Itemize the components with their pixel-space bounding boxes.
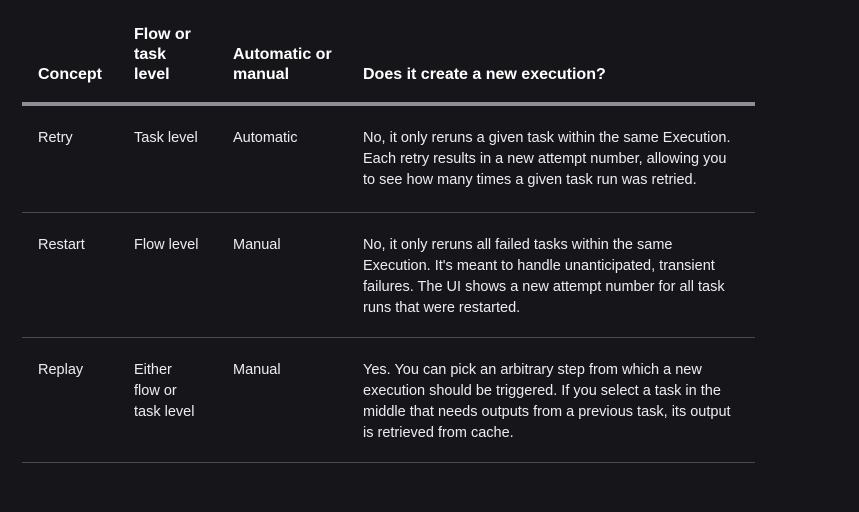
cell-mode: Manual — [233, 362, 281, 378]
cell-execution: Yes. You can pick an arbitrary step from which a new execution should be triggered. If you select a task in the middle that needs outputs from a previous task, its output is retrieved from cache. — [363, 362, 731, 441]
header-flow-or-task-level: Flow or task level — [134, 26, 191, 83]
table-row — [22, 338, 755, 463]
header-automatic-or-manual: Automatic or manual — [233, 46, 332, 83]
table-row — [22, 213, 755, 338]
cell-execution: No, it only reruns a given task within the same Execution. Each retry results in a new attempt number, allowing you to see how many times a given task run was retried. — [363, 130, 731, 188]
header-new-execution: Does it create a new execution? — [363, 66, 606, 83]
cell-level: Flow level — [134, 237, 199, 253]
cell-level: Either flow or task level — [134, 362, 195, 420]
header-concept: Concept — [38, 66, 102, 83]
cell-level: Task level — [134, 130, 198, 146]
cell-mode: Automatic — [233, 130, 298, 146]
table-row — [22, 106, 755, 213]
table-header — [22, 0, 755, 106]
comparison-table — [22, 0, 755, 463]
cell-concept: Retry — [38, 130, 73, 146]
cell-execution: No, it only reruns all failed tasks within the same Execution. It's meant to handle unanticipated, transient failures. The UI shows a new attempt number for all task runs that were restarted. — [363, 237, 725, 316]
cell-concept: Restart — [38, 237, 85, 253]
cell-concept: Replay — [38, 362, 84, 378]
cell-mode: Manual — [233, 237, 281, 253]
